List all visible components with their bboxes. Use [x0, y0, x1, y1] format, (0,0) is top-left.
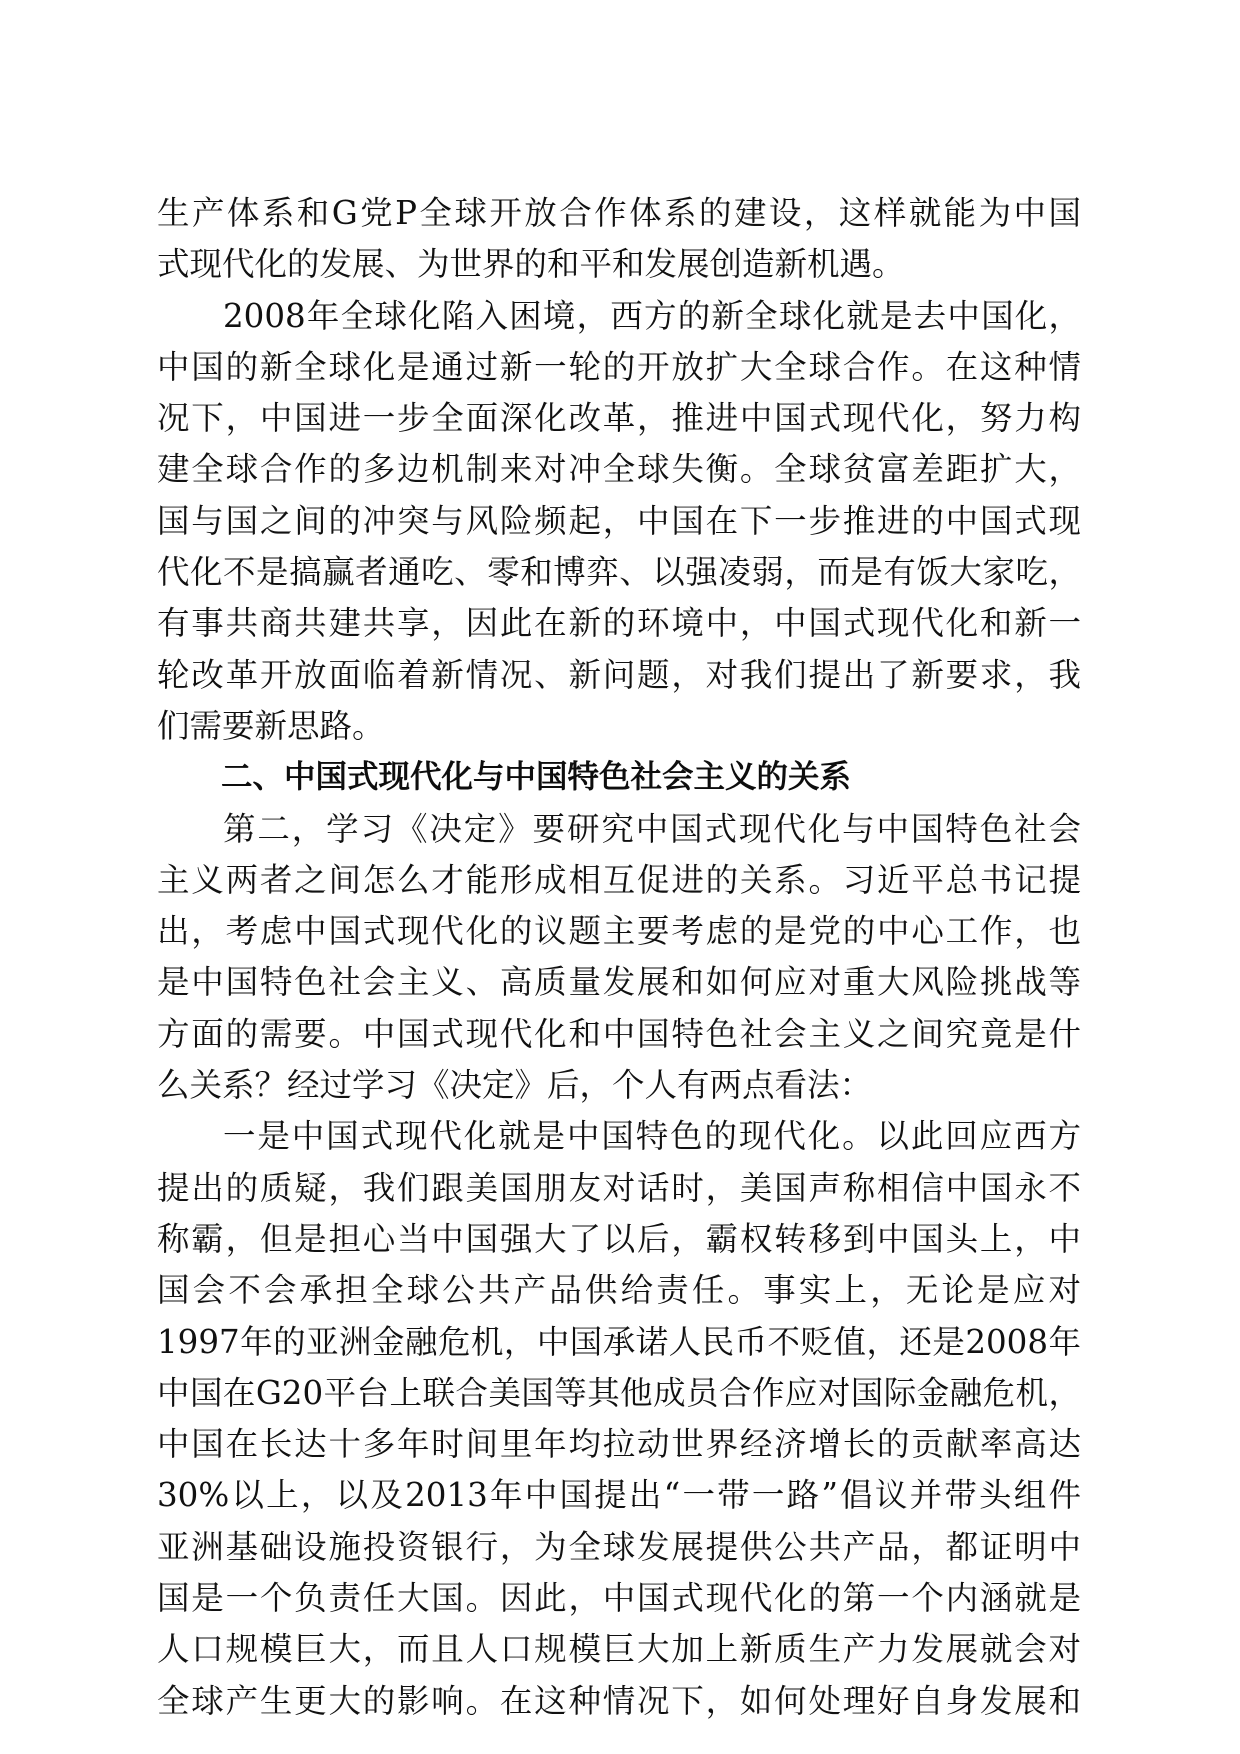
text-line: 有事共商共建共享，因此在新的环境中，中国式现代化和新一: [157, 604, 1081, 643]
text-line: 么关系？经过学习《决定》后，个人有两点看法：: [157, 1066, 873, 1105]
text-line: 方面的需要。中国式现代化和中国特色社会主义之间究竟是什: [157, 1014, 1081, 1053]
text-line: 国与国之间的冲突与风险频起，中国在下一步推进的中国式现: [157, 501, 1081, 540]
text-line: 况下，中国进一步全面深化改革，推进中国式现代化，努力构: [157, 399, 1081, 438]
text-line: 第二，学习《决定》要研究中国式现代化与中国特色社会: [223, 809, 1081, 848]
section-heading: 二、中国式现代化与中国特色社会主义的关系: [221, 759, 852, 796]
text-line: 中国在长达十多年时间里年均拉动世界经济增长的贡献率高达: [157, 1425, 1081, 1464]
text-line: 主义两者之间怎么才能形成相互促进的关系。习近平总书记提: [157, 860, 1081, 899]
text-line: 式现代化的发展、为世界的和平和发展创造新机遇。: [157, 245, 905, 284]
text-line: 代化不是搞赢者通吃、零和博弈、以强凌弱，而是有饭大家吃，: [157, 553, 1081, 592]
document-body: [157, 188, 1081, 1727]
text-line: 国是一个负责任大国。因此，中国式现代化的第一个内涵就是: [157, 1579, 1081, 1618]
text-line: 亚洲基础设施投资银行，为全球发展提供公共产品，都证明中: [157, 1527, 1081, 1566]
text-line: 30%以上，以及2013年中国提出“一带一路”倡议并带头组件: [157, 1476, 1081, 1515]
text-line: 们需要新思路。: [157, 706, 385, 745]
text-line: 2008年全球化陷入困境，西方的新全球化就是去中国化，: [223, 296, 1081, 335]
text-line: 一是中国式现代化就是中国特色的现代化。以此回应西方: [223, 1117, 1081, 1156]
text-line: 中国的新全球化是通过新一轮的开放扩大全球合作。在这种情: [157, 347, 1081, 386]
text-line: 全球产生更大的影响。在这种情况下，如何处理好自身发展和: [157, 1681, 1081, 1720]
text-line: 出，考虑中国式现代化的议题主要考虑的是党的中心工作，也: [157, 912, 1081, 951]
text-line: 人口规模巨大，而且人口规模巨大加上新质生产力发展就会对: [157, 1630, 1081, 1669]
text-line: 中国在G20平台上联合美国等其他成员合作应对国际金融危机，: [157, 1373, 1081, 1412]
text-line: 是中国特色社会主义、高质量发展和如何应对重大风险挑战等: [157, 963, 1081, 1002]
text-line: 生产体系和G党P全球开放合作体系的建设，这样就能为中国: [157, 194, 1081, 232]
text-line: 提出的质疑，我们跟美国朋友对话时，美国声称相信中国永不: [157, 1168, 1081, 1207]
text-line: 1997年的亚洲金融危机，中国承诺人民币不贬值，还是2008年: [157, 1322, 1081, 1361]
text-line: 国会不会承担全球公共产品供给责任。事实上，无论是应对: [157, 1271, 1081, 1310]
text-line: 轮改革开放面临着新情况、新问题，对我们提出了新要求，我: [157, 655, 1081, 694]
text-line: 建全球合作的多边机制来对冲全球失衡。全球贫富差距扩大，: [157, 450, 1081, 489]
text-line: 称霸，但是担心当中国强大了以后，霸权转移到中国头上，中: [157, 1219, 1081, 1258]
